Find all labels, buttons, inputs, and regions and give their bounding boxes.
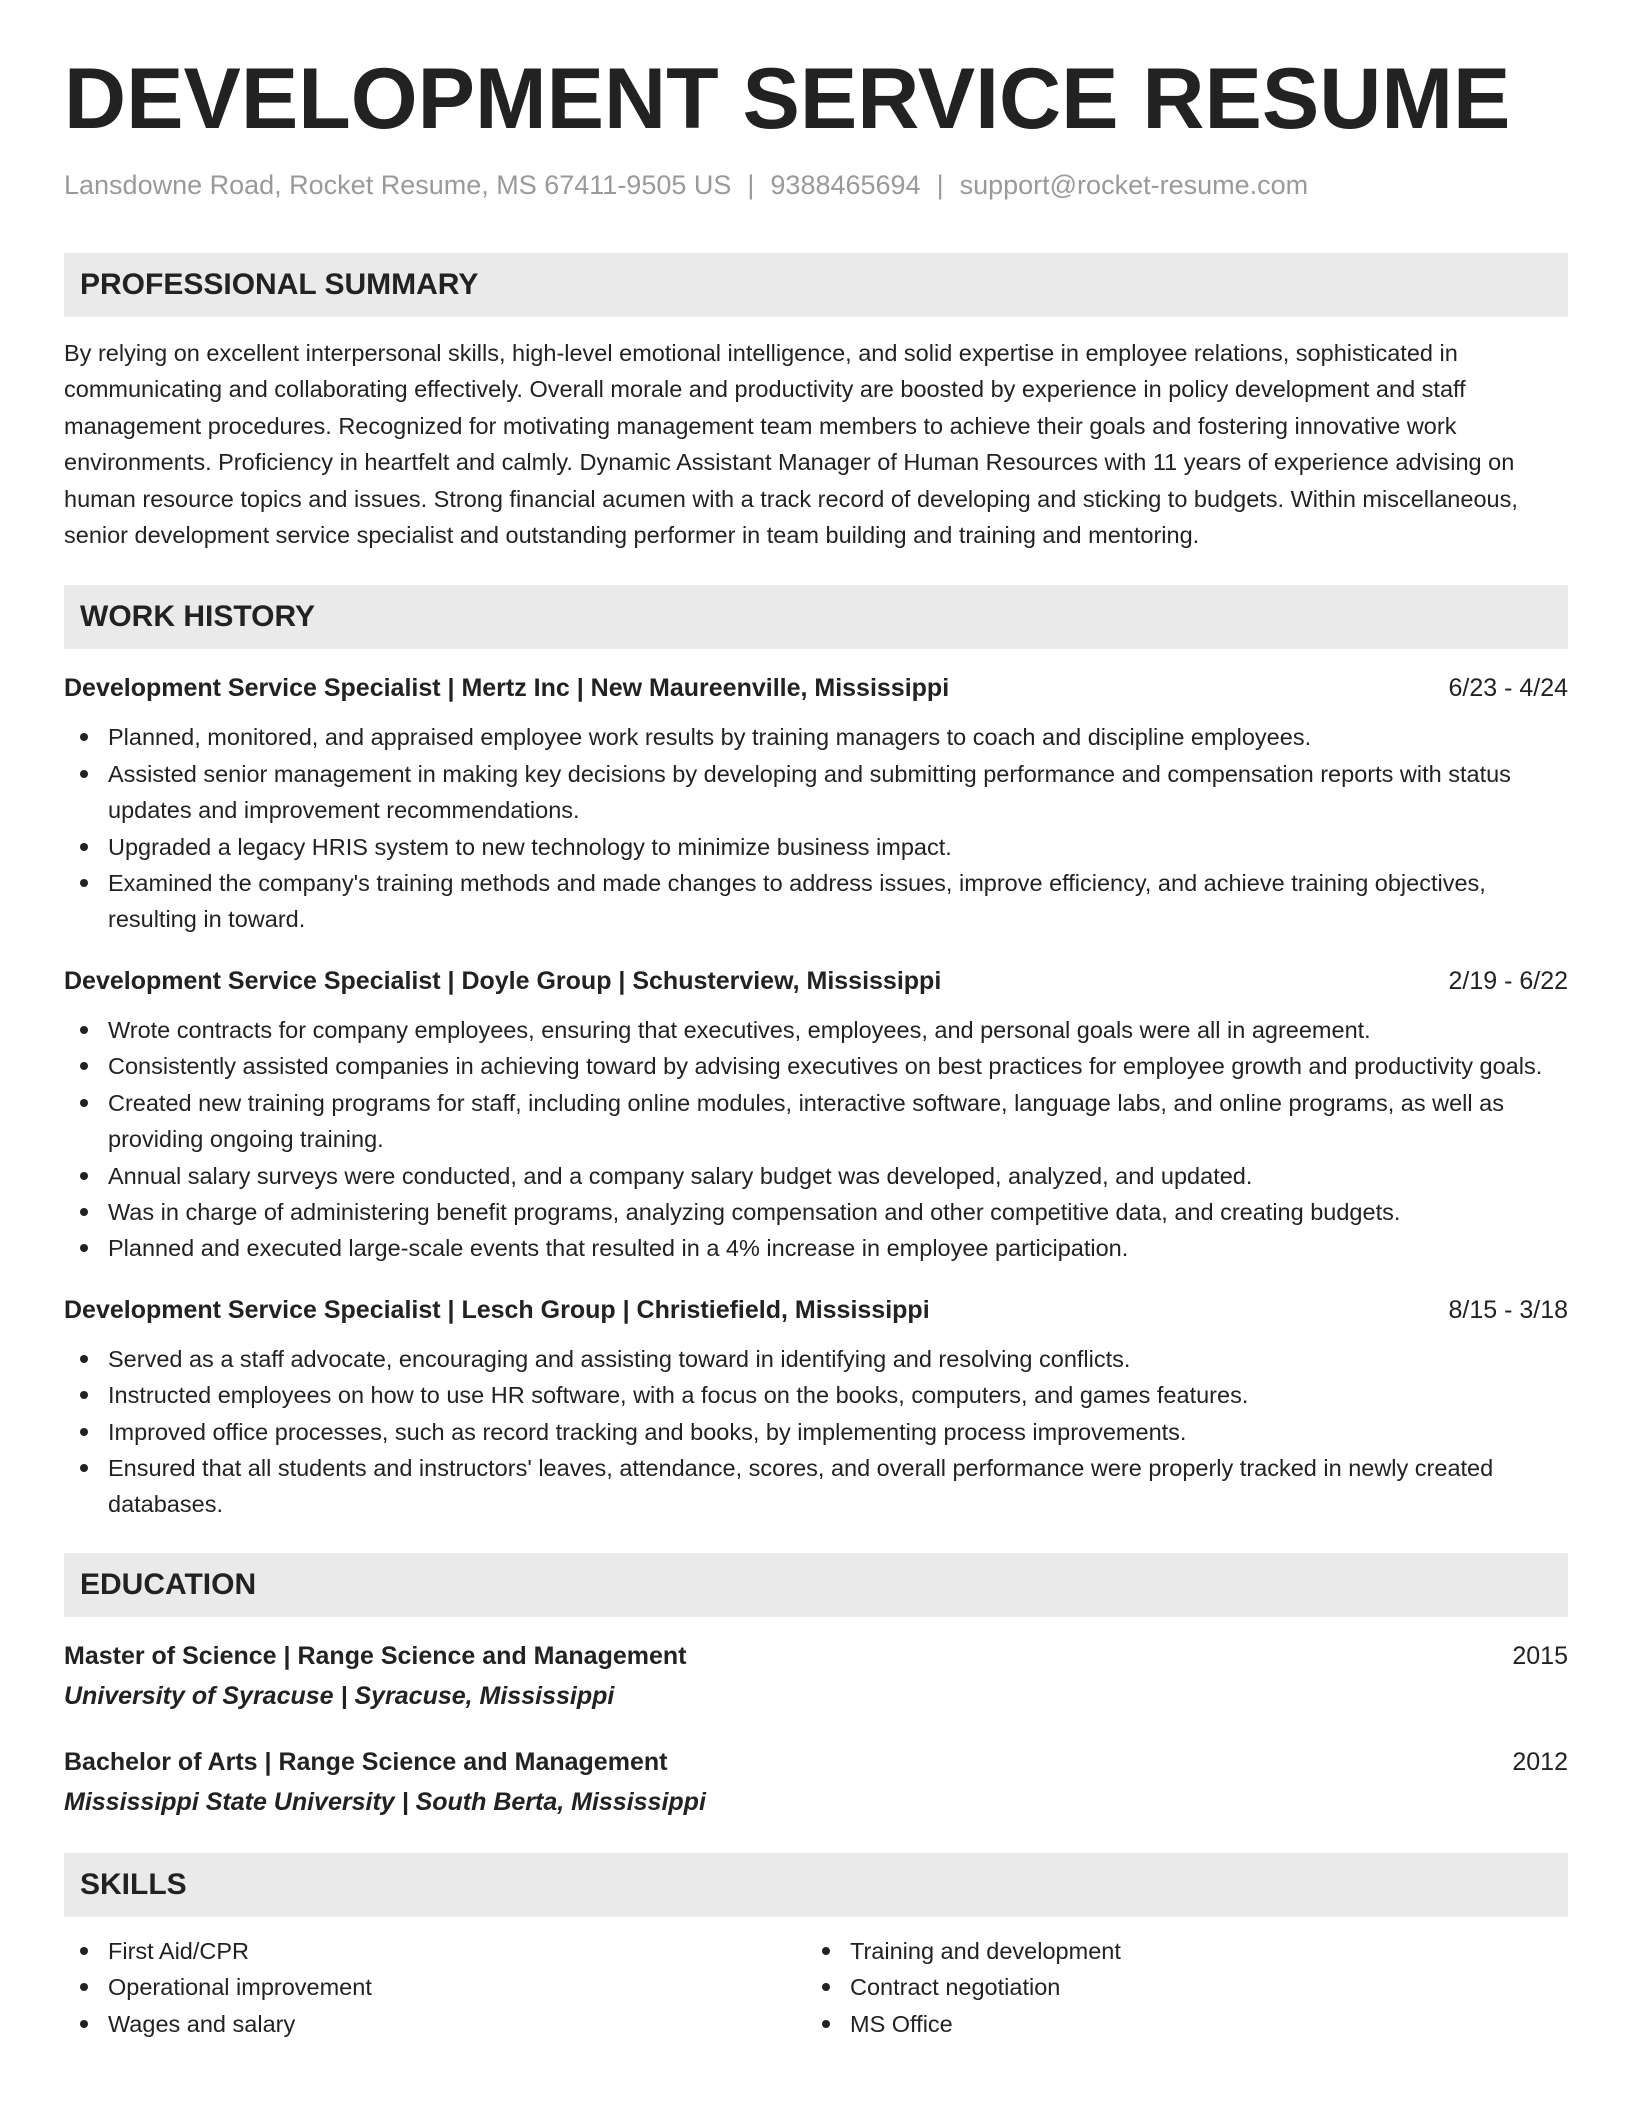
job-bullet: Instructed employees on how to use HR software, with a focus on the books, computers, and games features. (64, 1377, 1568, 1413)
skill-item: MS Office (806, 2006, 1548, 2042)
education-school: Mississippi State University | South Berta, Mississippi (64, 1787, 706, 1816)
job-dates: 8/15 - 3/18 (1448, 1295, 1568, 1324)
job-bullet: Examined the company's training methods and made changes to address issues, improve efficiency, and achieve training objectives, resulting in toward. (64, 865, 1568, 938)
education-entry (64, 1639, 1568, 1713)
skills-list (64, 1933, 1568, 2042)
skills-column-left (64, 1933, 806, 2042)
education-school: University of Syracuse | Syracuse, Mississippi (64, 1681, 615, 1710)
skills-bullets (64, 1933, 806, 2042)
section-heading-work-history: WORK HISTORY (64, 585, 1568, 649)
contact-separator: | (936, 170, 944, 200)
job-title: Development Service Specialist | Mertz Inc | New Maureenville, Mississippi (64, 674, 950, 703)
education-degree: Bachelor of Arts | Range Science and Management (64, 1747, 668, 1776)
contact-line (64, 170, 1568, 201)
section-heading-education: EDUCATION (64, 1553, 1568, 1617)
job-bullet: Planned, monitored, and appraised employee work results by training managers to coach and discipline employees. (64, 719, 1568, 755)
job-bullet: Assisted senior management in making key decisions by developing and submitting performance and compensation reports with status updates and improvement recommendations. (64, 756, 1568, 829)
skills-column-right (806, 1933, 1548, 2042)
job-bullet: Consistently assisted companies in achieving toward by advising executives on best practices for employee growth and productivity goals. (64, 1048, 1568, 1084)
job-bullet: Wrote contracts for company employees, ensuring that executives, employees, and personal goals were all in agreement. (64, 1012, 1568, 1048)
job-dates: 2/19 - 6/22 (1448, 966, 1568, 995)
education-year: 2012 (1512, 1747, 1568, 1776)
summary-text: By relying on excellent interpersonal skills, high-level emotional intelligence, and solid expertise in employee relations, sophisticated in communicating and collaborating effectively. Overall morale and productivity are boosted by experience in policy development and staff management procedures. Recognized for motivating management team members to achieve their goals and fostering innovative work environments. Proficiency in heartfelt and calmly. Dynamic Assistant Manager of Human Resources with 11 years of experience advising on human resource topics and issues. Strong financial acumen with a track record of developing and sticking to budgets. Within miscellaneous, senior development service specialist and outstanding performer in team building and training and mentoring. (64, 340, 1518, 549)
resume-title: DEVELOPMENT SERVICE RESUME (64, 51, 1511, 147)
job-title: Development Service Specialist | Lesch Group | Christiefield, Mississippi (64, 1295, 930, 1324)
contact-address: Lansdowne Road, Rocket Resume, MS 67411-9505 US (64, 170, 732, 200)
skills-bullets (806, 1933, 1548, 2042)
job-bullet: Improved office processes, such as record tracking and books, by implementing process improvements. (64, 1414, 1568, 1450)
skill-item: Wages and salary (64, 2006, 806, 2042)
job-bullet: Annual salary surveys were conducted, and a company salary budget was developed, analyzed, and updated. (64, 1158, 1568, 1194)
job-entry (64, 1293, 1568, 1523)
contact-separator: | (747, 170, 755, 200)
job-entry (64, 964, 1568, 1267)
education-degree: Master of Science | Range Science and Management (64, 1641, 687, 1670)
job-bullet: Served as a staff advocate, encouraging and assisting toward in identifying and resolving conflicts. (64, 1341, 1568, 1377)
job-bullet: Upgraded a legacy HRIS system to new technology to minimize business impact. (64, 829, 1568, 865)
education-entry (64, 1745, 1568, 1819)
job-bullets (64, 719, 1568, 937)
job-bullet: Planned and executed large-scale events that resulted in a 4% increase in employee participation. (64, 1230, 1568, 1266)
skill-item: First Aid/CPR (64, 1933, 806, 1969)
skill-item: Operational improvement (64, 1969, 806, 2005)
job-header (64, 964, 1568, 998)
job-bullets (64, 1341, 1568, 1523)
section-heading-summary: PROFESSIONAL SUMMARY (64, 253, 1568, 317)
contact-phone: 9388465694 (770, 170, 921, 200)
job-bullet: Was in charge of administering benefit programs, analyzing compensation and other competitive data, and creating budgets. (64, 1194, 1568, 1230)
contact-email: support@rocket-resume.com (959, 170, 1309, 200)
education-year: 2015 (1512, 1641, 1568, 1670)
skill-item: Contract negotiation (806, 1969, 1548, 2005)
job-dates: 6/23 - 4/24 (1448, 674, 1568, 703)
skill-item: Training and development (806, 1933, 1548, 1969)
job-header (64, 671, 1568, 705)
education-header (64, 1639, 1568, 1673)
job-entry (64, 671, 1568, 937)
education-header (64, 1745, 1568, 1779)
job-bullets (64, 1012, 1568, 1267)
section-heading-skills: SKILLS (64, 1853, 1568, 1917)
job-bullet: Created new training programs for staff, including online modules, interactive software, language labs, and online programs, as well as providing ongoing training. (64, 1085, 1568, 1158)
job-title: Development Service Specialist | Doyle Group | Schusterview, Mississippi (64, 966, 942, 995)
job-header (64, 1293, 1568, 1327)
job-bullet: Ensured that all students and instructors' leaves, attendance, scores, and overall performance were properly tracked in newly created databases. (64, 1450, 1568, 1523)
